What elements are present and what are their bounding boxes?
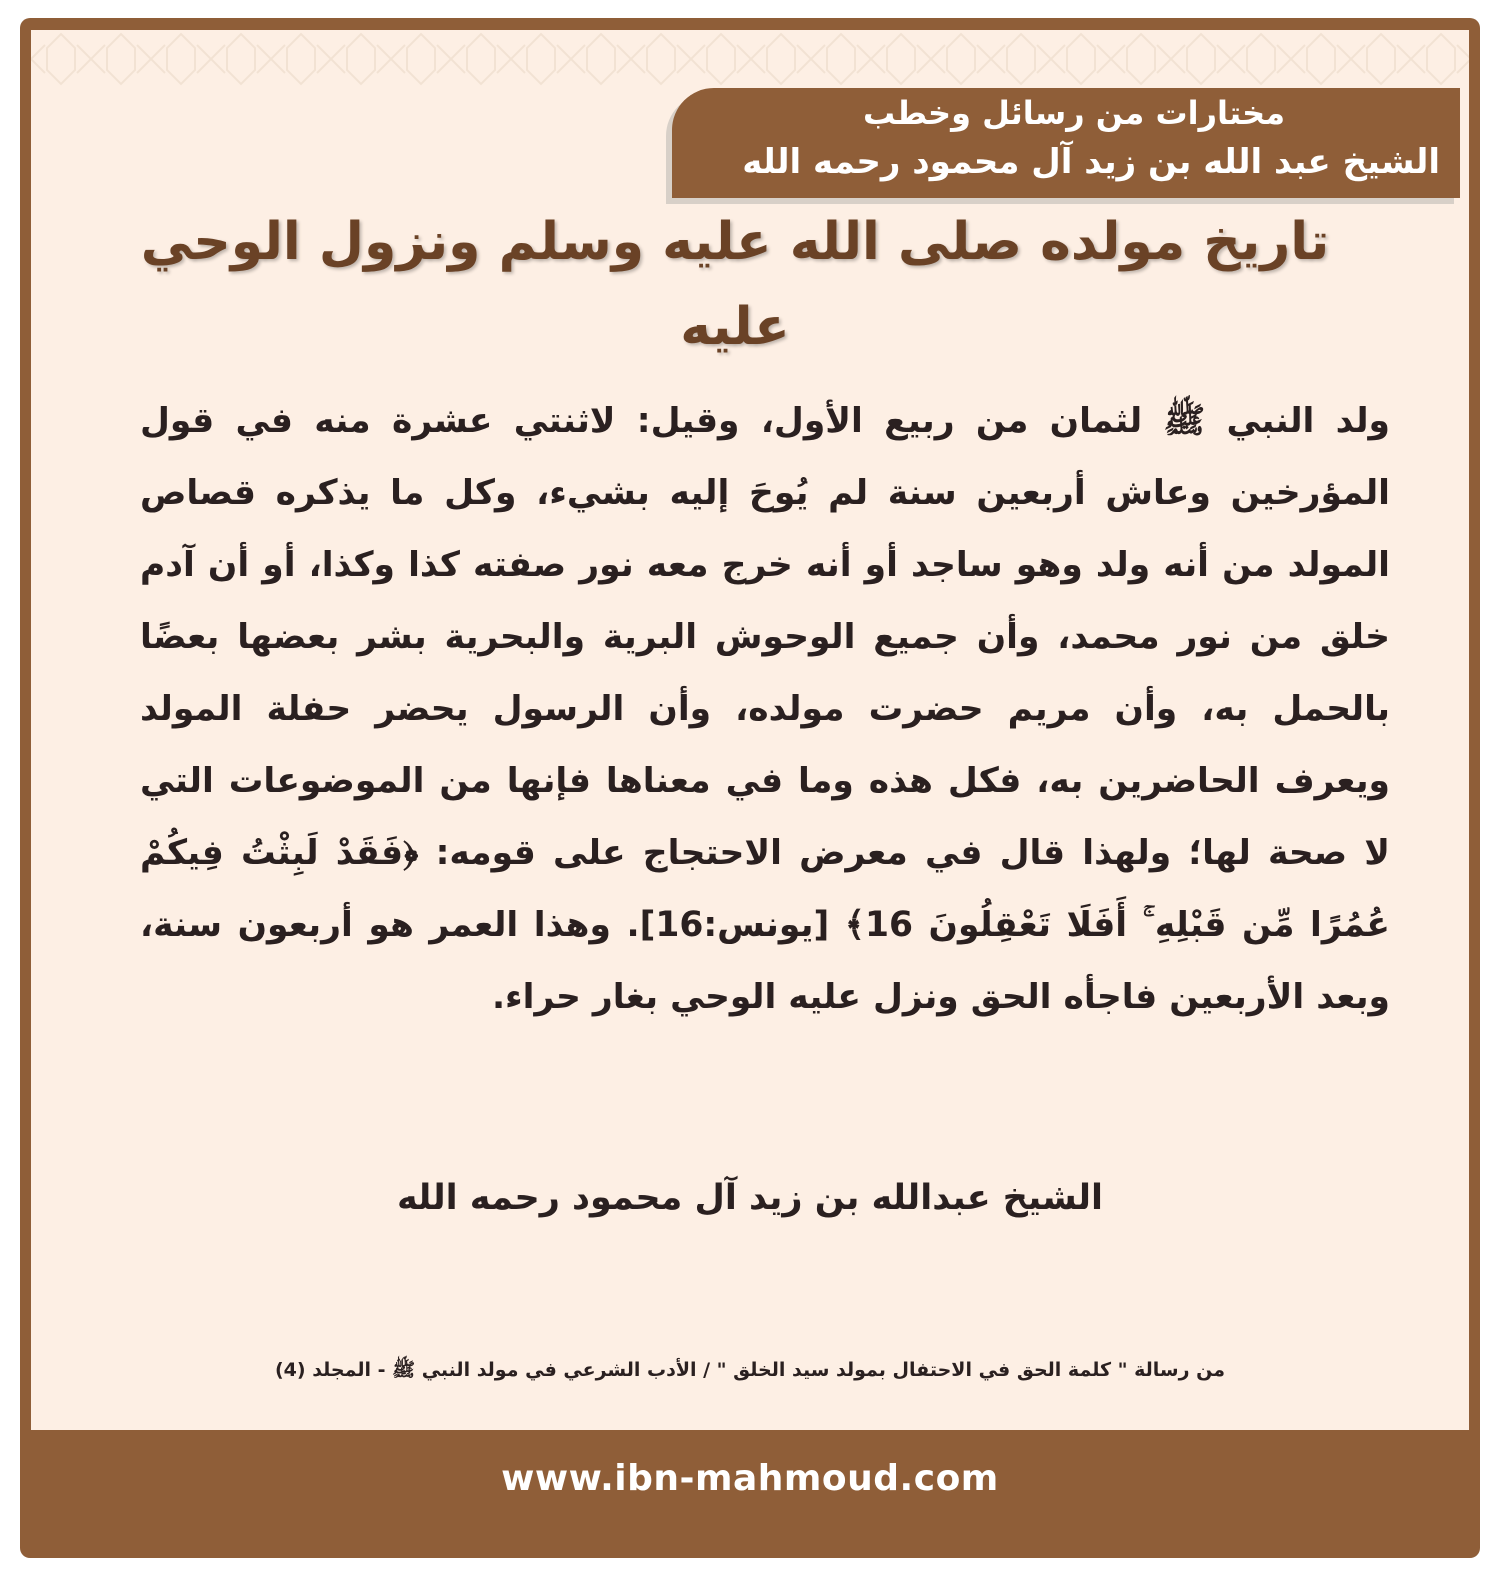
header-band <box>672 88 1460 198</box>
decorative-pattern <box>31 30 1469 88</box>
source-citation: من رسالة " كلمة الحق في الاحتفال بمولد سيد الخلق " / الأدب الشرعي في مولد النبي ﷺ - المجلد (4) <box>274 1359 1226 1381</box>
header-subtitle: مختارات من رسائل وخطب <box>862 94 1285 132</box>
header-author: الشيخ عبد الله بن زيد آل محمود رحمه الله <box>742 142 1440 182</box>
website-url: www.ibn-mahmoud.com <box>501 1458 999 1499</box>
author-signature: الشيخ عبدالله بن زيد آل محمود رحمه الله <box>396 1178 1104 1218</box>
article-body: ولد النبي ﷺ لثمان من ربيع الأول، وقيل: لاثنتي عشرة منه في قول المؤرخين وعاش أربعين سنة لم يُوحَ إليه بشيء، وكل ما يذكره قصاص المولد من أنه ولد وهو ساجد أو أنه خرج معه نور صفته كذا وكذا، أو أن آدم خلق من نور محمد، وأن جميع الوحوش البرية والبحرية بشر بعضها بعضًا بالحمل به، وأن مريم حضرت مولده، وأن الرسول يحضر حفلة المولد ويعرف الحاضرين به، فكل هذه وما في معناها فإنها من الموضوعات التي لا صحة لها؛ ولهذا قال في معرض الاحتجاج على قومه: ﴿فَقَدْ لَبِثْتُ فِيكُمْ عُمُرًا مِّن قَبْلِهِ ۚ أَفَلَا تَعْقِلُونَ 16﴾ [يونس:16]. وهذا العمر هو أربعون سنة، وبعد الأربعين فاجأه الحق ونزل عليه الوحي بغار حراء. <box>140 401 1390 1017</box>
page-title: تاريخ مولده صلى الله عليه وسلم ونزول الوحي عليه <box>140 212 1330 357</box>
